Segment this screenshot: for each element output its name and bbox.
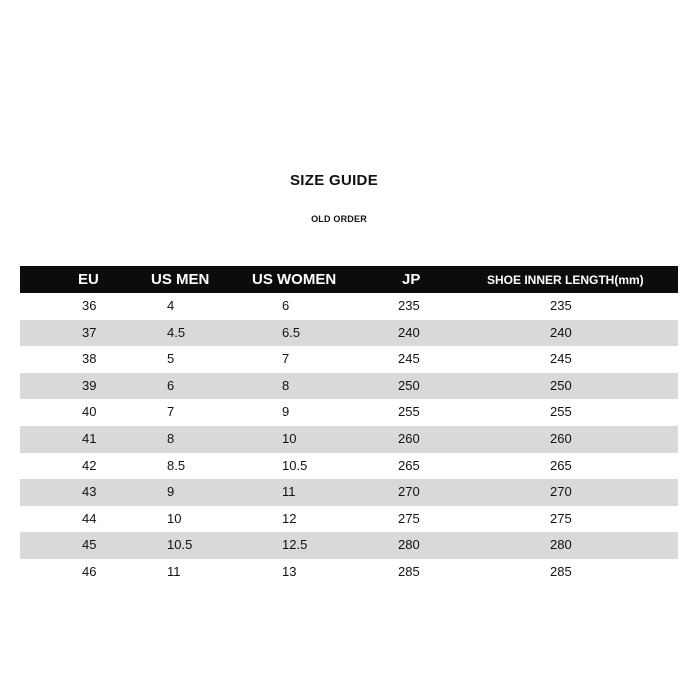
cell-inner-length: 285 (550, 563, 572, 579)
cell-us-women: 7 (282, 351, 290, 367)
header-jp: JP (402, 271, 421, 288)
cell-us-men: 10.5 (167, 537, 193, 553)
cell-jp: 270 (398, 484, 420, 500)
cell-eu: 39 (82, 377, 97, 393)
cell-inner-length: 270 (550, 484, 572, 500)
cell-us-men: 8.5 (167, 457, 186, 473)
size-table (20, 266, 678, 586)
cell-us-women: 10 (282, 430, 297, 446)
cell-inner-length: 260 (550, 430, 572, 446)
cell-us-men: 10 (167, 510, 182, 526)
cell-us-men: 9 (167, 484, 175, 500)
cell-inner-length: 255 (550, 404, 572, 420)
cell-eu: 40 (82, 404, 97, 420)
header-eu: EU (78, 271, 99, 288)
cell-jp: 260 (398, 430, 420, 446)
cell-jp: 280 (398, 537, 420, 553)
page-title: SIZE GUIDE (289, 172, 378, 189)
table-row (20, 453, 678, 480)
cell-eu: 42 (82, 457, 97, 473)
cell-us-women: 8 (282, 377, 290, 393)
cell-us-men: 6 (167, 377, 175, 393)
table-row (20, 320, 678, 347)
table-header (20, 266, 678, 293)
table-row (20, 399, 678, 426)
cell-eu: 37 (82, 324, 97, 340)
cell-us-men: 4.5 (167, 324, 186, 340)
cell-us-women: 10.5 (282, 457, 308, 473)
table-row (20, 373, 678, 400)
table-body (20, 293, 678, 586)
cell-inner-length: 235 (550, 298, 572, 313)
cell-jp: 285 (398, 563, 420, 579)
cell-us-men: 11 (167, 563, 181, 579)
cell-jp: 235 (398, 298, 420, 313)
cell-inner-length: 245 (550, 351, 572, 367)
cell-jp: 250 (398, 377, 420, 393)
cell-us-men: 7 (167, 404, 175, 420)
cell-us-women: 12.5 (282, 537, 308, 553)
header-us-women: US WOMEN (252, 271, 337, 288)
cell-eu: 41 (82, 430, 97, 446)
cell-inner-length: 265 (550, 457, 572, 473)
cell-jp: 265 (398, 457, 420, 473)
cell-eu: 36 (82, 298, 97, 313)
cell-us-women: 13 (282, 563, 297, 579)
cell-us-men: 8 (167, 430, 175, 446)
cell-jp: 255 (398, 404, 420, 420)
table-row (20, 559, 678, 586)
header-us-men: US MEN (151, 271, 210, 288)
cell-eu: 38 (82, 351, 97, 367)
cell-us-women: 12 (282, 510, 297, 526)
cell-us-men: 5 (167, 351, 175, 367)
table-row (20, 293, 678, 320)
cell-jp: 240 (398, 324, 420, 340)
table-row (20, 532, 678, 559)
cell-eu: 45 (82, 537, 97, 553)
cell-inner-length: 250 (550, 377, 572, 393)
cell-jp: 245 (398, 351, 420, 367)
table-row (20, 346, 678, 373)
cell-eu: 44 (82, 510, 97, 526)
cell-eu: 43 (82, 484, 97, 500)
table-row (20, 426, 678, 453)
cell-us-women: 9 (282, 404, 290, 420)
cell-inner-length: 240 (550, 324, 572, 340)
page-subtitle: OLD ORDER (311, 214, 367, 224)
table-row (20, 479, 678, 506)
cell-inner-length: 280 (550, 537, 572, 553)
cell-inner-length: 275 (550, 510, 572, 526)
cell-us-women: 6 (282, 298, 290, 313)
cell-us-women: 11 (282, 484, 296, 500)
cell-us-women: 6.5 (282, 324, 301, 340)
cell-jp: 275 (398, 510, 420, 526)
header-inner-length: SHOE INNER LENGTH(mm) (487, 273, 644, 287)
table-row (20, 506, 678, 533)
cell-us-men: 4 (167, 298, 175, 313)
cell-eu: 46 (82, 563, 97, 579)
